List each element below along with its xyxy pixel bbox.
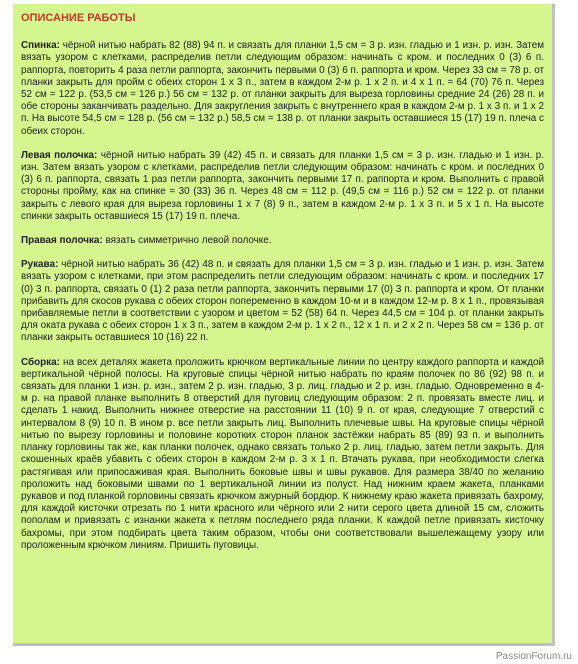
section-right-front (21, 235, 544, 247)
section-text: на всех деталях жакета проложить крючком вертикальные линии по центру каждого раппорта и каждой вертикальной чёрной полосы. На круговые спицы чёрной нитью набрать по краям полочек по 86 (92) 98 п. и связать для планки 1 изн. р. изн., затем 2 р. изн. гладью, 3 р. лиц. гладью и 2 р. изн. гладью. Одновременно в 4-м р. на правой планке выполнить 8 отверстий для пуговиц следующим образом: 2 п. провязать вместе лиц. и сделать 1 накид. Выполнить нижнее отверстие на расстоянии 11 (10) 9 п. от края, следующие 7 отверстий с интервалом 8 (9) 10 п. В ином р. все петли закрыть лиц. Выполнить плечевые швы. На круговые спицы чёрной нитью по вырезу горловины и половине коротких сторон планок застёжки набрать 85 (89) 93 п. и выполнить планку горловины так же, как планки полочек, однако связать только 2 р. лиц. гладью, затем петли закрыть. Для скошенных краёв убавить с обеих сторон в каждом 2-м р. 3 х 1 п. Втачать рукава, при необходимости слегка растягивая или припосаживая края. Выполнить боковые швы и швы рукавов. Для размера 38/40 по желанию проложить над боковыми швами по 1 вертикальной линии из полуст. Над нижним краем жакета, планками рукавов и под планкой горловины связать крючком ажурный бордюр. К нижнему краю жакета привязать бахрому, для каждой кисточки отрезать по 1 нити красного или чёрного или 2 нити серого цвета длиной 15 см, сложить пополам и привязать с изнанки жакета к петлям последнего ряда планки. К каждой петле привязать кисточку бахромы, при этом подбирать цвета таким образом, чтобы они соответствовали вышележащему узору или проложенным крючком линиям. Пришить пуговицы. (21, 356, 544, 551)
section-heading: Спинка: (21, 40, 60, 52)
page-title: ОПИСАНИЕ РАБОТЫ (21, 12, 136, 24)
section-heading: Левая полочка: (21, 149, 98, 161)
section-text: чёрной нитью набрать 82 (88) 94 п. и связать для планки 1,5 см = 3 р. изн. гладью и 1 изн. р. изн. Затем вязать узором с клетками, распределив петли следующим образом: начинать с кром. и последних 0 (3) 6 п. раппорта, повторить 4 раза петли раппорта, закончить первыми 0 (3) 6 п. раппорта и кром. Через 33 см = 78 р. от планки закрыть для пройм с обеих сторон 1 х 3 п., затем в каждом 2-м р. 1 х 2 п. и 4 х 1 п. = 64 (70) 76 п. Через 52 см = 122 р. (53,5 см = 126 р.) 56 см = 132 р. от планки закрыть для выреза горловины средние 24 (26) 28 п. и обе стороны заканчивать раздельно. Для закругления закрыть с внутреннего края в каждом 2-м р. 1 х 3 п. и 1 х 2 п. На высоте 54,5 см = 128 р. (56 см = 132 р.) 58,5 см = 138 р. от планки закрыть оставшиеся 15 (17) 19 п. плеча с обеих сторон. (21, 40, 545, 137)
section-left-front (21, 150, 544, 223)
section-heading: Рукава: (21, 259, 59, 271)
section-heading: Правая полочка: (21, 235, 103, 247)
section-text: вязать симметрично левой полочке. (105, 235, 272, 247)
section-text: чёрной нитью набрать 36 (42) 48 п. и связать для планки 1,5 см = 3 р. изн. гладью и 1 изн. р. изн. Затем вязать узором с клетками, при этом распределить петли следующим образом: начинать с кром. и последних 17 (0) 3 п. раппорта, связать 0 (1) 2 раза петли раппорта, закончить первыми 17 (0) 3 п. раппорта и кром. От планки прибавить для скосов рукава с обеих сторон попеременно в каждом 10-м и в каждом 12-м р. 8 х 1 п., провязывая прибавляемые петли в соответствии с узором и цветом = 52 (58) 64 п. Через 44,5 см = 104 р. от планки закрыть для оката рукава с обеих сторон 1 х 3 п., затем в каждом 2-м р. 1 х 2 п., 12 х 1 п. и 2 х 2 п. Через 58 см = 136 р. от планки закрыть оставшиеся 10 (16) 22 п. (21, 259, 544, 344)
site-watermark: PassionForum.ru (495, 651, 572, 662)
section-back (21, 40, 544, 138)
pattern-description-panel (13, 4, 555, 646)
section-text: чёрной нитью набрать 39 (42) 45 п. и связать для планки 1,5 см = 3 р. изн. гладью и 1 изн. р. изн. Затем вязать узором с клетками, распределив петли следующим образом: начинать с кром. и последних 0 (3) 6 п. раппорта, связать 1 раз петли раппорта, закончить первыми 17 п. раппорта и кром. Выполнить с правой стороны пройму, как на спинке = 30 (33) 36 п. Через 48 см = 112 р. (49,5 см = 116 р.) 52 см = 122 р. от планки закрыть с левого края для выреза горловины 1 х 7 (8) 9 п., затем в каждом 2-м р. 1 х 3 п. и 5 х 1 п. На высоте спинки закрыть оставшиеся 15 (17) 19 п. плеча. (21, 149, 544, 222)
section-heading: Сборка: (21, 356, 60, 368)
section-assembly (21, 357, 544, 552)
section-sleeves (21, 259, 544, 344)
